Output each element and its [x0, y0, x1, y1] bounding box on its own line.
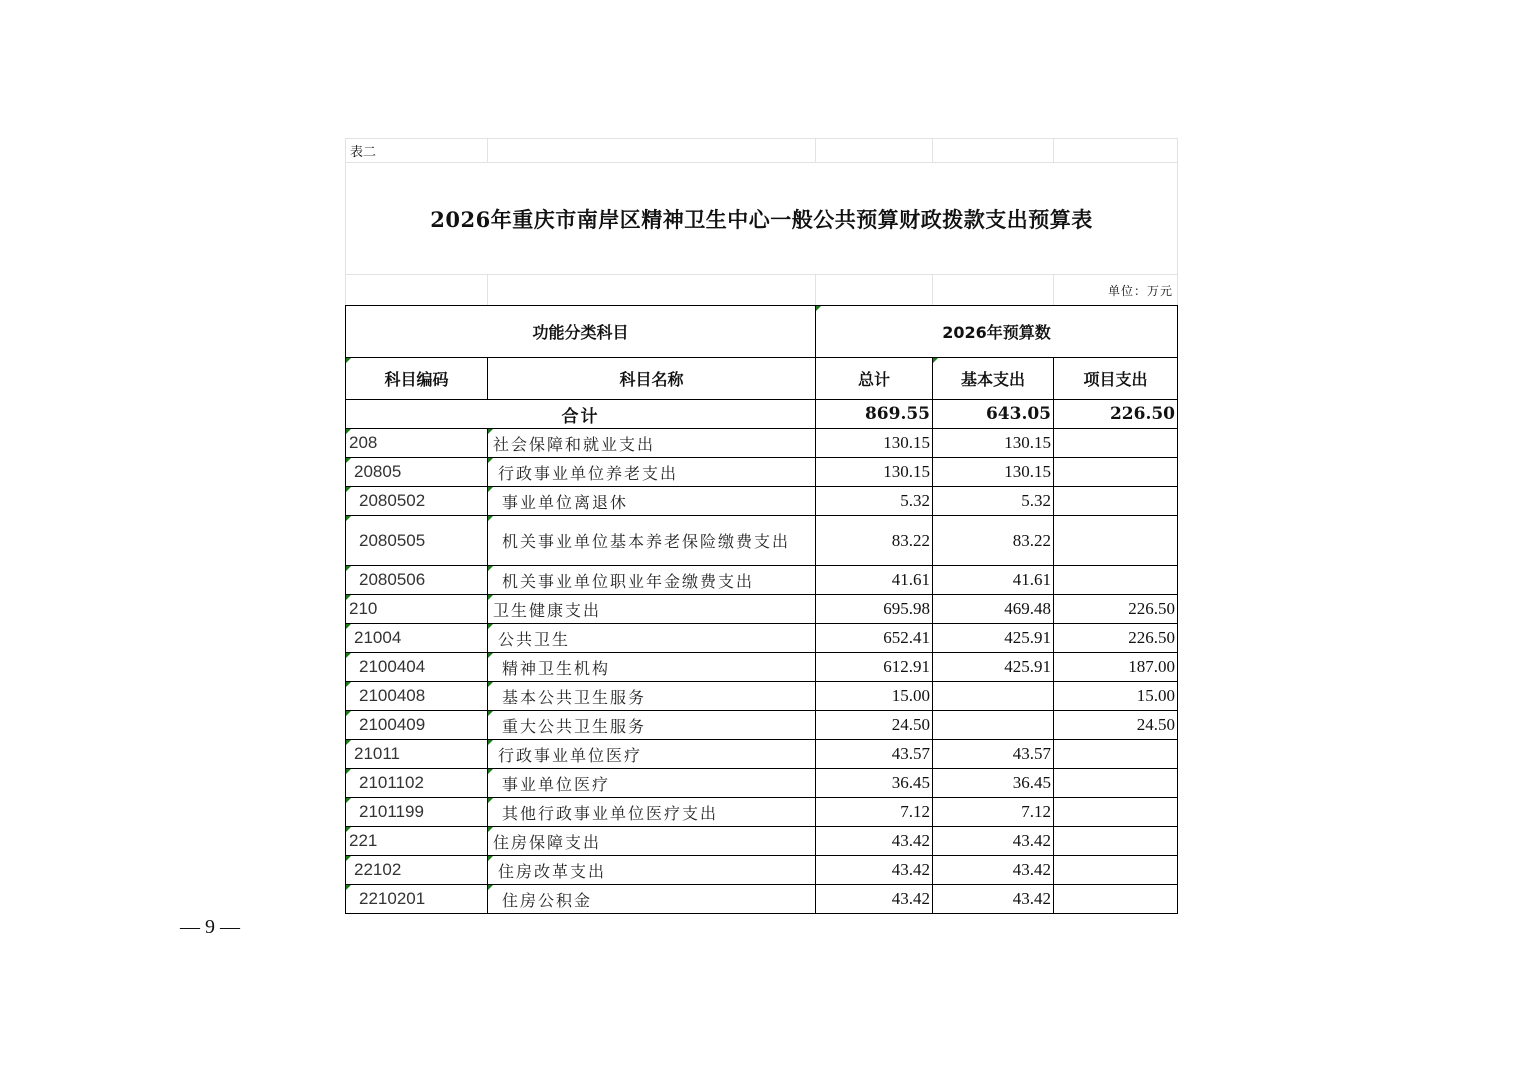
sheet-header-grid [345, 138, 1178, 306]
row-name: 住房改革支出 [498, 861, 607, 881]
row-name: 机关事业单位基本养老保险缴费支出 [502, 532, 791, 551]
row-basic: 469.48 [1004, 599, 1052, 618]
table-row [346, 624, 1178, 653]
row-project: 226.50 [1128, 599, 1176, 618]
row-code-cell [346, 827, 488, 856]
row-code: 2100408 [359, 686, 426, 705]
row-name-cell [488, 769, 816, 798]
total-header: 总计 [816, 358, 933, 400]
row-basic-cell [933, 740, 1054, 769]
func-category-header: 功能分类科目 [346, 306, 816, 358]
row-total: 7.12 [900, 802, 931, 821]
row-code-cell [346, 429, 488, 458]
cell-marker-icon [346, 566, 351, 571]
row-code: 2210201 [359, 889, 426, 908]
row-code: 2100409 [359, 715, 426, 734]
row-name: 精神卫生机构 [502, 658, 611, 678]
row-project: 15.00 [1136, 686, 1176, 705]
row-basic: 43.42 [1012, 889, 1052, 908]
row-project-cell [1054, 516, 1178, 566]
row-code: 21004 [354, 628, 402, 647]
row-code: 210 [349, 599, 378, 618]
cell-marker-icon [488, 487, 493, 492]
row-name-cell [488, 487, 816, 516]
row-name: 卫生健康支出 [493, 600, 602, 620]
row-code-cell [346, 653, 488, 682]
row-basic: 41.61 [1012, 570, 1052, 589]
row-project: 24.50 [1136, 715, 1176, 734]
table-row [346, 566, 1178, 595]
cell-marker-icon [346, 856, 351, 861]
cell-marker-icon [488, 798, 493, 803]
row-code-cell [346, 769, 488, 798]
cell-marker-icon [346, 769, 351, 774]
row-total-cell [816, 740, 933, 769]
row-project: 226.50 [1128, 628, 1176, 647]
row-basic-cell [933, 487, 1054, 516]
cell-marker-icon [346, 682, 351, 687]
row-project-cell [1054, 682, 1178, 711]
row-basic: 83.22 [1012, 530, 1052, 550]
row-total: 15.00 [891, 686, 931, 705]
row-basic-cell [933, 885, 1054, 914]
row-total: 695.98 [883, 599, 931, 618]
cell-marker-icon [488, 653, 493, 658]
row-name-cell [488, 856, 816, 885]
row-name: 机关事业单位职业年金缴费支出 [502, 571, 755, 591]
total-basic: 643.05 [933, 400, 1054, 429]
row-total: 43.57 [891, 744, 931, 763]
row-basic: 5.32 [1021, 491, 1052, 510]
row-basic-cell [933, 856, 1054, 885]
row-basic: 7.12 [1021, 802, 1052, 821]
row-total-cell [816, 769, 933, 798]
cell-marker-icon [346, 516, 351, 521]
name-header: 科目名称 [488, 358, 816, 400]
row-project-cell [1054, 653, 1178, 682]
cell-marker-icon [488, 827, 493, 832]
cell-marker-icon [488, 885, 493, 890]
row-code-cell [346, 740, 488, 769]
row-basic-cell [933, 798, 1054, 827]
row-basic: 43.42 [1012, 831, 1052, 850]
row-total-cell [816, 653, 933, 682]
row-name-cell [488, 653, 816, 682]
cell-marker-icon [346, 653, 351, 658]
row-total: 83.22 [891, 530, 931, 550]
row-total: 5.32 [900, 491, 931, 510]
row-basic-cell [933, 682, 1054, 711]
row-basic-cell [933, 595, 1054, 624]
row-total: 43.42 [891, 860, 931, 879]
table-row [346, 595, 1178, 624]
table-row [346, 769, 1178, 798]
row-total-cell [816, 516, 933, 566]
row-total-cell [816, 458, 933, 487]
project-header: 项目支出 [1054, 358, 1178, 400]
row-total-cell [816, 487, 933, 516]
total-label: 合计 [346, 400, 816, 429]
row-total-cell [816, 856, 933, 885]
row-name-cell [488, 595, 816, 624]
cell-marker-icon [346, 429, 351, 434]
row-total: 43.42 [891, 831, 931, 850]
row-total-cell [816, 827, 933, 856]
cell-marker-icon [816, 306, 821, 311]
cell-marker-icon [346, 458, 351, 463]
row-total-cell [816, 566, 933, 595]
row-code-cell [346, 458, 488, 487]
row-total-cell [816, 682, 933, 711]
page-number: — 9 — [180, 916, 240, 938]
row-project-cell [1054, 769, 1178, 798]
row-name-cell [488, 624, 816, 653]
header-row-group [346, 306, 1178, 358]
row-total: 36.45 [891, 773, 931, 792]
cell-marker-icon [346, 624, 351, 629]
row-basic: 130.15 [1004, 433, 1052, 452]
row-total-cell [816, 429, 933, 458]
row-project-cell [1054, 566, 1178, 595]
row-name-cell [488, 827, 816, 856]
basic-header: 基本支出 [933, 358, 1054, 400]
row-basic-cell [933, 653, 1054, 682]
cell-marker-icon [488, 516, 493, 521]
table-row [346, 885, 1178, 914]
row-name-cell [488, 798, 816, 827]
cell-marker-icon [346, 711, 351, 716]
header-row-columns [346, 358, 1178, 400]
row-code: 21011 [354, 744, 401, 763]
row-total-cell [816, 711, 933, 740]
row-basic-cell [933, 769, 1054, 798]
row-code: 2080502 [359, 491, 426, 510]
row-total-cell [816, 798, 933, 827]
row-name-cell [488, 682, 816, 711]
table-row [346, 856, 1178, 885]
row-project-cell [1054, 595, 1178, 624]
budget-sheet [345, 138, 1177, 912]
row-total-cell [816, 624, 933, 653]
row-project: 187.00 [1128, 657, 1176, 676]
row-project-cell [1054, 429, 1178, 458]
row-name: 事业单位离退休 [502, 492, 629, 512]
total-row [346, 400, 1178, 429]
row-name: 住房保障支出 [493, 832, 602, 852]
row-basic-cell [933, 827, 1054, 856]
row-total: 130.15 [883, 433, 931, 452]
cell-marker-icon [933, 358, 938, 363]
cell-marker-icon [488, 682, 493, 687]
row-basic-cell [933, 516, 1054, 566]
row-code: 221 [349, 831, 378, 850]
row-code-cell [346, 856, 488, 885]
row-code-cell [346, 566, 488, 595]
row-name: 事业单位医疗 [502, 774, 611, 794]
table-row [346, 740, 1178, 769]
cell-marker-icon [346, 740, 351, 745]
row-name: 其他行政事业单位医疗支出 [502, 803, 719, 823]
row-name: 行政事业单位医疗 [498, 745, 643, 765]
row-total: 130.15 [883, 462, 931, 481]
row-basic: 43.42 [1012, 860, 1052, 879]
cell-marker-icon [346, 885, 351, 890]
row-project-cell [1054, 856, 1178, 885]
table-row [346, 487, 1178, 516]
row-basic-cell [933, 458, 1054, 487]
table-row [346, 653, 1178, 682]
row-project-cell [1054, 740, 1178, 769]
row-project-cell [1054, 885, 1178, 914]
row-basic-cell [933, 429, 1054, 458]
table-title: 2026年重庆市南岸区精神卫生中心一般公共预算财政拨款支出预算表 [346, 163, 1178, 275]
row-name-cell [488, 711, 816, 740]
row-code: 22102 [354, 860, 402, 879]
row-basic: 36.45 [1012, 773, 1052, 792]
row-name: 社会保障和就业支出 [493, 434, 656, 454]
row-total: 652.41 [883, 628, 931, 647]
row-name: 公共卫生 [498, 629, 571, 649]
row-name-cell [488, 458, 816, 487]
row-total: 24.50 [891, 715, 931, 734]
cell-marker-icon [346, 595, 351, 600]
cell-marker-icon [488, 624, 493, 629]
row-name-cell [488, 516, 816, 566]
row-name-cell [488, 885, 816, 914]
cell-marker-icon [488, 740, 493, 745]
total-sum: 869.55 [816, 400, 933, 429]
table-row [346, 798, 1178, 827]
row-code: 2101199 [359, 802, 424, 821]
row-total-cell [816, 885, 933, 914]
row-name-cell [488, 566, 816, 595]
unit-label: 单位：万元 [1054, 275, 1178, 306]
row-project-cell [1054, 827, 1178, 856]
row-code-cell [346, 624, 488, 653]
row-project-cell [1054, 487, 1178, 516]
row-name: 行政事业单位养老支出 [498, 463, 679, 483]
row-code: 208 [349, 433, 378, 452]
row-basic: 425.91 [1004, 628, 1052, 647]
row-name: 住房公积金 [502, 890, 593, 910]
row-project-cell [1054, 624, 1178, 653]
cell-marker-icon [488, 769, 493, 774]
cell-marker-icon [488, 856, 493, 861]
row-code-cell [346, 711, 488, 740]
cell-marker-icon [346, 487, 351, 492]
table-row [346, 711, 1178, 740]
row-project-cell [1054, 798, 1178, 827]
row-basic: 425.91 [1004, 657, 1052, 676]
row-code-cell [346, 885, 488, 914]
row-name-cell [488, 740, 816, 769]
row-code: 2080505 [359, 530, 426, 550]
row-name: 重大公共卫生服务 [502, 716, 647, 736]
budget-year-header: 2026年预算数 [816, 306, 1178, 358]
row-code: 2100404 [359, 657, 426, 676]
row-name-cell [488, 429, 816, 458]
row-code-cell [346, 798, 488, 827]
row-project-cell [1054, 711, 1178, 740]
row-basic: 43.57 [1012, 744, 1052, 763]
row-basic-cell [933, 624, 1054, 653]
row-total: 612.91 [883, 657, 931, 676]
table-caption: 表二 [346, 139, 488, 163]
code-header: 科目编码 [346, 358, 488, 400]
row-code: 2101102 [359, 773, 424, 792]
cell-marker-icon [488, 429, 493, 434]
row-basic-cell [933, 711, 1054, 740]
table-row [346, 458, 1178, 487]
cell-marker-icon [488, 711, 493, 716]
total-project: 226.50 [1054, 400, 1178, 429]
row-basic: 130.15 [1004, 462, 1052, 481]
row-basic-cell [933, 566, 1054, 595]
budget-table [345, 305, 1178, 914]
cell-marker-icon [346, 798, 351, 803]
row-code-cell [346, 682, 488, 711]
row-total-cell [816, 595, 933, 624]
row-project-cell [1054, 458, 1178, 487]
cell-marker-icon [346, 827, 351, 832]
row-code: 20805 [354, 462, 402, 481]
row-code-cell [346, 487, 488, 516]
row-total: 43.42 [891, 889, 931, 908]
cell-marker-icon [488, 458, 493, 463]
table-row [346, 682, 1178, 711]
row-total: 41.61 [891, 570, 931, 589]
table-row [346, 429, 1178, 458]
table-row [346, 827, 1178, 856]
cell-marker-icon [488, 566, 493, 571]
row-code-cell [346, 595, 488, 624]
row-name: 基本公共卫生服务 [502, 687, 647, 707]
row-code: 2080506 [359, 570, 426, 589]
cell-marker-icon [488, 595, 493, 600]
row-code-cell [346, 516, 488, 566]
cell-marker-icon [346, 358, 351, 363]
table-row [346, 516, 1178, 566]
